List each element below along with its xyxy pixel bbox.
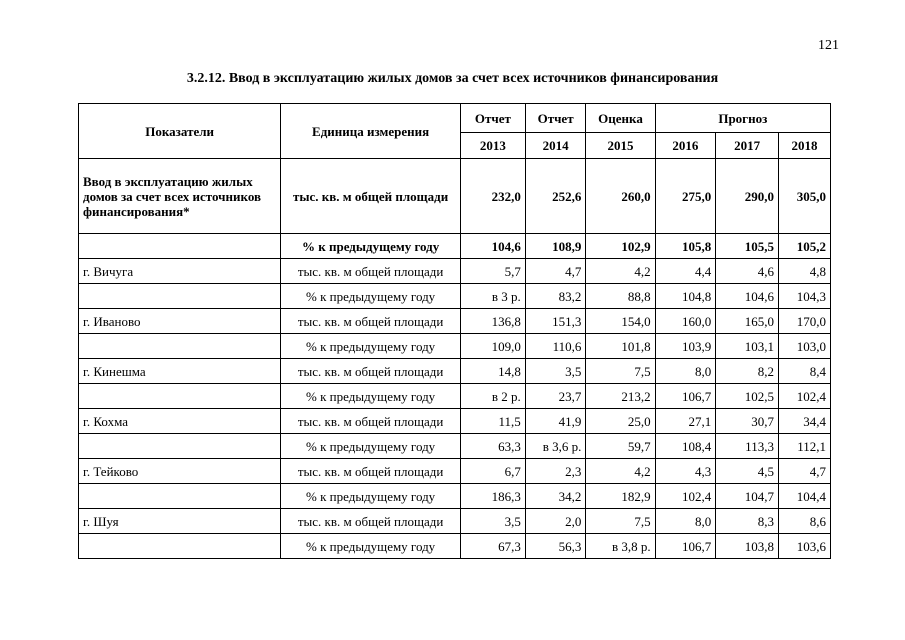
cell-value: 103,0 (778, 334, 830, 359)
cell-value: 102,5 (716, 384, 779, 409)
cell-value: 63,3 (460, 434, 525, 459)
cell-value: в 3 р. (460, 284, 525, 309)
table-row (79, 384, 831, 409)
cell-value: 106,7 (655, 384, 716, 409)
cell-value: 305,0 (778, 159, 830, 234)
cell-value: 88,8 (586, 284, 655, 309)
header-row-groups (79, 104, 831, 133)
cell-value: 4,7 (525, 259, 586, 284)
cell-value: 112,1 (778, 434, 830, 459)
cell-value: 113,3 (716, 434, 779, 459)
cell-value: 154,0 (586, 309, 655, 334)
header-year: 2015 (586, 133, 655, 159)
table-row (79, 284, 831, 309)
cell-value: 103,1 (716, 334, 779, 359)
row-unit: тыс. кв. м общей площади (281, 509, 461, 534)
table-row (79, 359, 831, 384)
cell-value: 8,0 (655, 509, 716, 534)
cell-value: 102,4 (655, 484, 716, 509)
row-name (79, 234, 281, 259)
row-unit: тыс. кв. м общей площади (281, 259, 461, 284)
cell-value: 23,7 (525, 384, 586, 409)
cell-value: 4,8 (778, 259, 830, 284)
header-group-report-2014: Отчет (525, 104, 586, 133)
table-row (79, 409, 831, 434)
header-year: 2013 (460, 133, 525, 159)
table-body (79, 159, 831, 559)
cell-value: в 3,6 р. (525, 434, 586, 459)
cell-value: 2,0 (525, 509, 586, 534)
cell-value: 8,3 (716, 509, 779, 534)
cell-value: 104,3 (778, 284, 830, 309)
cell-value: 182,9 (586, 484, 655, 509)
cell-value: 290,0 (716, 159, 779, 234)
row-unit: % к предыдущему году (281, 534, 461, 559)
cell-value: 105,2 (778, 234, 830, 259)
cell-value: 110,6 (525, 334, 586, 359)
row-unit: % к предыдущему году (281, 234, 461, 259)
header-year: 2018 (778, 133, 830, 159)
cell-value: 67,3 (460, 534, 525, 559)
row-unit: тыс. кв. м общей площади (281, 359, 461, 384)
row-name: г. Иваново (79, 309, 281, 334)
row-name (79, 534, 281, 559)
cell-value: 170,0 (778, 309, 830, 334)
cell-value: 30,7 (716, 409, 779, 434)
cell-value: 4,3 (655, 459, 716, 484)
cell-value: 8,0 (655, 359, 716, 384)
cell-value: 4,5 (716, 459, 779, 484)
cell-value: 34,4 (778, 409, 830, 434)
cell-value: 56,3 (525, 534, 586, 559)
row-name (79, 384, 281, 409)
cell-value: 4,4 (655, 259, 716, 284)
cell-value: 14,8 (460, 359, 525, 384)
cell-value: 8,2 (716, 359, 779, 384)
header-indicators: Показатели (79, 104, 281, 159)
cell-value: 8,6 (778, 509, 830, 534)
cell-value: 83,2 (525, 284, 586, 309)
cell-value: 106,7 (655, 534, 716, 559)
row-name: г. Кохма (79, 409, 281, 434)
row-unit: % к предыдущему году (281, 484, 461, 509)
header-year: 2017 (716, 133, 779, 159)
cell-value: 101,8 (586, 334, 655, 359)
cell-value: 5,7 (460, 259, 525, 284)
table-row (79, 259, 831, 284)
cell-value: 109,0 (460, 334, 525, 359)
cell-value: 104,7 (716, 484, 779, 509)
cell-value: 103,6 (778, 534, 830, 559)
cell-value: 41,9 (525, 409, 586, 434)
table-row (79, 459, 831, 484)
row-name: г. Шуя (79, 509, 281, 534)
cell-value: 4,7 (778, 459, 830, 484)
row-unit: тыс. кв. м общей площади (281, 459, 461, 484)
cell-value: в 3,8 р. (586, 534, 655, 559)
table-row (79, 509, 831, 534)
table-title: 3.2.12. Ввод в эксплуатацию жилых домов за счет всех источников финансирования (186, 71, 719, 86)
cell-value: 27,1 (655, 409, 716, 434)
table-row (79, 334, 831, 359)
header-year: 2016 (655, 133, 716, 159)
housing-table (78, 103, 831, 559)
cell-value: 103,8 (716, 534, 779, 559)
table-row (79, 484, 831, 509)
cell-value: 4,2 (586, 459, 655, 484)
cell-value: 104,4 (778, 484, 830, 509)
cell-value: 7,5 (586, 359, 655, 384)
cell-value: 213,2 (586, 384, 655, 409)
row-name: г. Кинешма (79, 359, 281, 384)
cell-value: 136,8 (460, 309, 525, 334)
cell-value: 103,9 (655, 334, 716, 359)
row-name (79, 484, 281, 509)
cell-value: 186,3 (460, 484, 525, 509)
row-name: Ввод в эксплуатацию жилых домов за счет всех источников финансирования* (79, 159, 281, 234)
cell-value: 165,0 (716, 309, 779, 334)
cell-value: 6,7 (460, 459, 525, 484)
cell-value: 4,2 (586, 259, 655, 284)
cell-value: 4,6 (716, 259, 779, 284)
row-name (79, 334, 281, 359)
row-name (79, 434, 281, 459)
cell-value: 108,9 (525, 234, 586, 259)
cell-value: 252,6 (525, 159, 586, 234)
page-number: 121 (818, 38, 839, 53)
cell-value: 34,2 (525, 484, 586, 509)
cell-value: 11,5 (460, 409, 525, 434)
table-row (79, 309, 831, 334)
cell-value: 232,0 (460, 159, 525, 234)
cell-value: 3,5 (460, 509, 525, 534)
cell-value: 104,8 (655, 284, 716, 309)
row-unit: % к предыдущему году (281, 284, 461, 309)
cell-value: 160,0 (655, 309, 716, 334)
row-unit: % к предыдущему году (281, 434, 461, 459)
row-unit: тыс. кв. м общей площади (281, 309, 461, 334)
cell-value: 104,6 (716, 284, 779, 309)
cell-value: 108,4 (655, 434, 716, 459)
cell-value: 151,3 (525, 309, 586, 334)
table-row (79, 434, 831, 459)
cell-value: 275,0 (655, 159, 716, 234)
table-row (79, 159, 831, 234)
header-unit: Единица измерения (281, 104, 461, 159)
cell-value: в 2 р. (460, 384, 525, 409)
cell-value: 2,3 (525, 459, 586, 484)
cell-value: 3,5 (525, 359, 586, 384)
cell-value: 102,9 (586, 234, 655, 259)
row-name: г. Тейково (79, 459, 281, 484)
cell-value: 59,7 (586, 434, 655, 459)
row-unit: тыс. кв. м общей площади (281, 409, 461, 434)
cell-value: 25,0 (586, 409, 655, 434)
table-row (79, 534, 831, 559)
cell-value: 7,5 (586, 509, 655, 534)
cell-value: 104,6 (460, 234, 525, 259)
header-group-report-2013: Отчет (460, 104, 525, 133)
header-group-estimate: Оценка (586, 104, 655, 133)
row-name (79, 284, 281, 309)
cell-value: 105,5 (716, 234, 779, 259)
row-unit: % к предыдущему году (281, 384, 461, 409)
header-group-forecast: Прогноз (655, 104, 830, 133)
cell-value: 8,4 (778, 359, 830, 384)
table-row (79, 234, 831, 259)
cell-value: 102,4 (778, 384, 830, 409)
cell-value: 105,8 (655, 234, 716, 259)
header-year: 2014 (525, 133, 586, 159)
row-unit: тыс. кв. м общей площади (281, 159, 461, 234)
row-unit: % к предыдущему году (281, 334, 461, 359)
cell-value: 260,0 (586, 159, 655, 234)
row-name: г. Вичуга (79, 259, 281, 284)
